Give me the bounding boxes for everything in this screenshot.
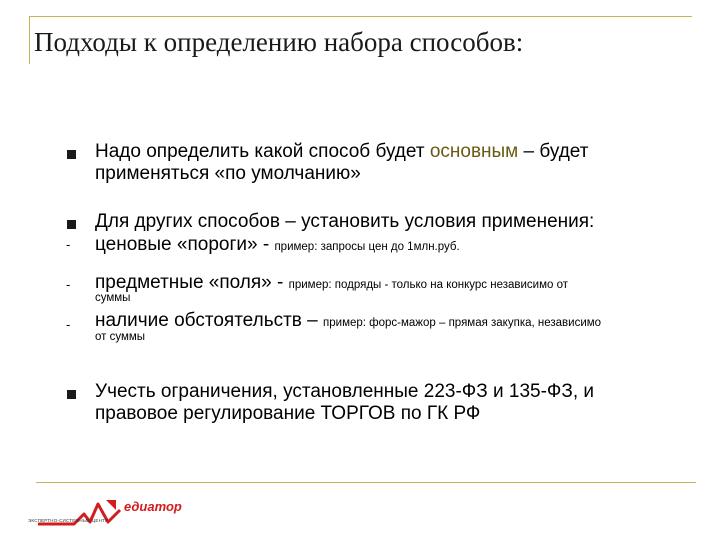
- title-frame-top: [29, 16, 692, 17]
- sub3-dash: -: [66, 317, 71, 332]
- sub1-line: [95, 234, 460, 258]
- logo-subtitle: ЭКСПЕРТНО-СИСТЕМНЫЙ ЦЕНТР: [28, 518, 109, 523]
- sub2-wrap: суммы: [95, 292, 131, 304]
- sub2-dash: -: [66, 277, 71, 292]
- item1-line1: [95, 141, 588, 163]
- sub3-note: пример: форс-мажор – прямая закупка, независимо: [323, 317, 602, 329]
- item1-line2: применяться «по умолчанию»: [95, 163, 361, 184]
- bullet-square-icon: [67, 390, 76, 399]
- bullet-square-icon: [67, 150, 76, 159]
- sub3-wrap: от суммы: [95, 331, 146, 343]
- logo-name: едиатор: [124, 499, 182, 514]
- sub3-line: [95, 310, 601, 334]
- footer-rule: [36, 482, 696, 483]
- sub2-note: пример: подряды - только на конкурс независимо от: [288, 279, 569, 291]
- sub3-main: наличие обстоятельств –: [95, 310, 324, 331]
- sub1-dash: -: [66, 237, 71, 252]
- item3-line1: Учесть ограничения, установленные 223-ФЗ и 135-ФЗ, и: [95, 381, 595, 402]
- sub2-main: предметные «поля» -: [95, 272, 289, 293]
- item1-highlight: основным: [429, 141, 519, 162]
- bullet-square-icon: [67, 220, 76, 229]
- sub1-main: ценовые «пороги» -: [95, 234, 275, 255]
- sub2-line: [95, 272, 568, 296]
- item3-line2: правовое регулирование ТОРГОВ по ГК РФ: [95, 403, 481, 424]
- slide-title: Подходы к определению набора способов:: [34, 27, 524, 57]
- sub1-note: пример: запросы цен до 1млн.руб.: [274, 241, 460, 253]
- item1-text-end: – будет: [518, 141, 589, 162]
- item1-text: Надо определить какой способ будет: [95, 141, 430, 162]
- title-frame-left: [29, 16, 30, 64]
- item2-line1: Для других способов – установить условия применения:: [95, 211, 595, 232]
